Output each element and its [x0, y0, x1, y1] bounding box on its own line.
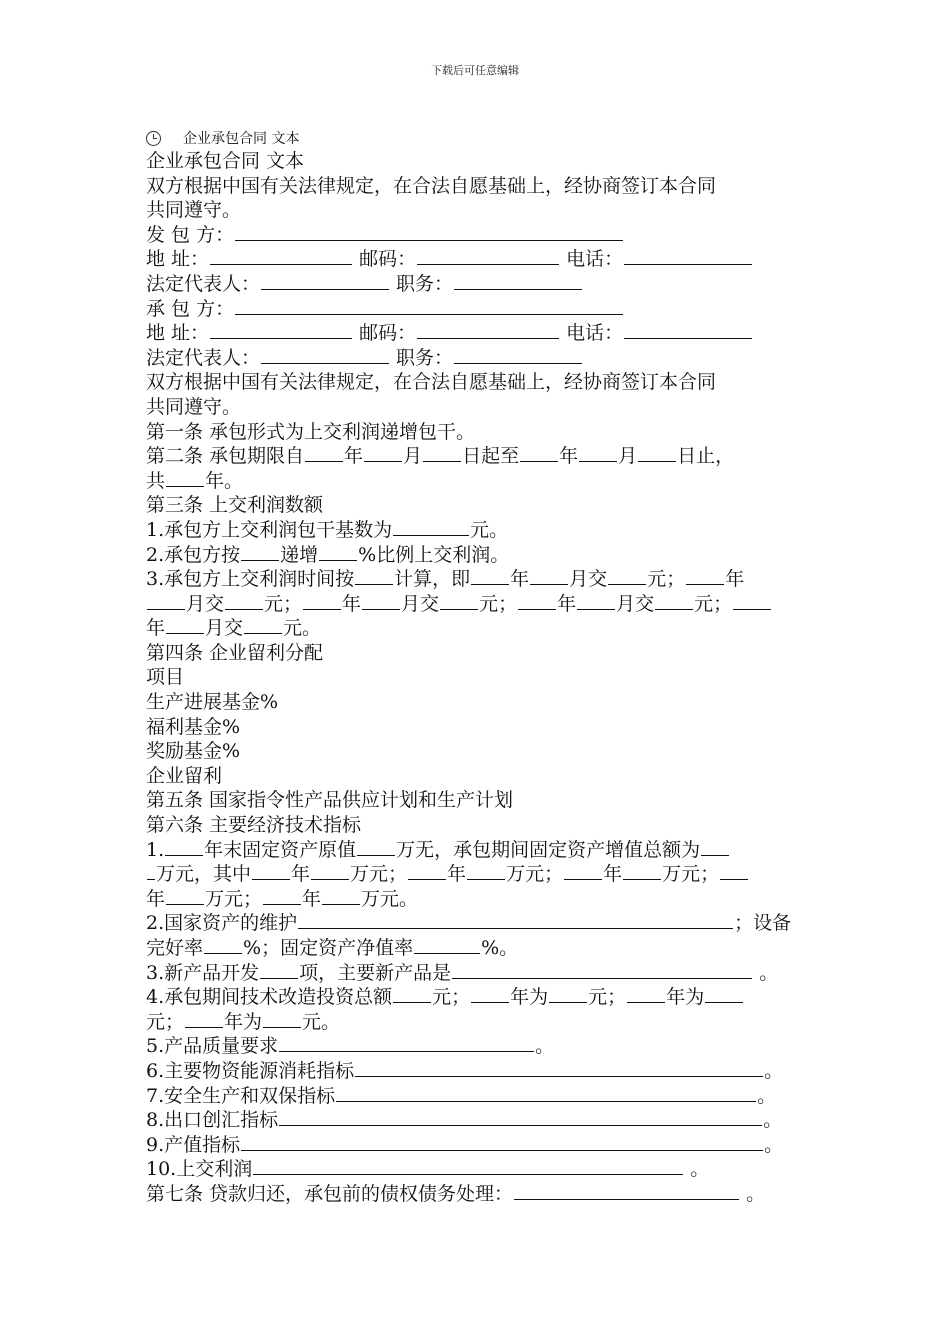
contract-line	[146, 395, 811, 420]
blank-field	[235, 298, 623, 315]
line-text: 元；	[647, 568, 686, 591]
contract-line	[146, 567, 811, 592]
blank-field	[720, 863, 748, 880]
blank-field	[627, 986, 665, 1003]
blank-field	[520, 445, 558, 462]
blank-field	[261, 347, 389, 364]
blank-field	[414, 937, 480, 954]
line-text: 年为	[666, 986, 705, 1009]
line-text: 。	[535, 1035, 555, 1058]
line-text: %；固定资产净值率	[243, 937, 414, 959]
line-text: 地 址：	[146, 248, 210, 271]
line-text: 万元。	[361, 887, 419, 910]
line-text: 年	[302, 887, 322, 910]
contract-line	[146, 1059, 811, 1084]
blank-field	[514, 1183, 739, 1200]
line-text: 双方根据中国有关法律规定，在合法自愿基础上，经协商签订本合同	[146, 371, 717, 394]
line-text: 法定代表人：	[146, 272, 261, 295]
line-text: 年为	[510, 986, 549, 1009]
line-text: 承 包 方：	[146, 297, 235, 320]
contract-line	[146, 149, 811, 174]
blank-field	[298, 912, 733, 929]
line-text: 月交	[616, 592, 655, 615]
blank-field	[623, 863, 661, 880]
line-text: 年	[603, 863, 623, 886]
blank-field	[253, 1158, 683, 1175]
line-text: 。	[684, 1158, 710, 1181]
line-text: 4.承包期间技术改造投资总额	[146, 986, 393, 1009]
blank-field	[204, 937, 242, 954]
line-text: 递增	[280, 543, 319, 566]
line-text: 职务：	[390, 346, 454, 369]
line-text: 年	[146, 887, 166, 910]
line-text: 共同遵守。	[146, 395, 242, 418]
blank-field	[185, 1011, 223, 1028]
line-text: 万元；	[506, 863, 564, 886]
blank-field	[393, 986, 431, 1003]
line-text: 6.主要物资能源消耗指标	[146, 1059, 355, 1082]
blank-field	[311, 863, 349, 880]
blank-field	[235, 224, 623, 241]
blank-field	[260, 962, 298, 979]
contract-line	[146, 469, 811, 494]
line-text: %。	[481, 937, 519, 959]
line-text: 年	[146, 617, 166, 640]
blank-field	[210, 248, 352, 265]
blank-field	[252, 863, 290, 880]
blank-field	[165, 839, 203, 856]
document-body	[146, 149, 811, 1207]
line-text: 月	[618, 445, 638, 468]
blank-field	[279, 1035, 534, 1052]
line-text: 日起至	[462, 445, 520, 468]
blank-field	[467, 863, 505, 880]
contract-line	[146, 715, 811, 740]
line-text: 元；	[588, 986, 627, 1009]
line-text: 共	[146, 469, 166, 492]
line-text: 福利基金%	[146, 715, 241, 738]
line-text: 元；	[432, 986, 471, 1009]
line-text: 第七条 贷款归还，承包前的债权债务处理：	[146, 1182, 514, 1205]
line-text: 日止，	[677, 445, 735, 468]
blank-field	[408, 863, 446, 880]
blank-field	[322, 888, 360, 905]
line-text: 2.国家资产的维护	[146, 912, 298, 935]
line-text: 5.产品质量要求	[146, 1035, 279, 1058]
contract-line	[146, 1182, 811, 1207]
contract-line	[146, 665, 811, 690]
line-text: 年	[557, 592, 577, 615]
contract-line	[146, 444, 811, 469]
blank-field	[423, 445, 461, 462]
contract-line	[146, 739, 811, 764]
line-text: 第六条 主要经济技术指标	[146, 814, 362, 837]
contract-line	[146, 788, 811, 813]
line-text: 项目	[146, 666, 185, 689]
line-text: 电话：	[560, 248, 624, 271]
blank-field	[355, 568, 393, 585]
line-text: 第三条 上交利润数额	[146, 494, 324, 517]
contract-line	[146, 838, 811, 863]
line-text: 职务：	[390, 272, 454, 295]
contract-line	[146, 420, 811, 445]
line-text: 元。	[302, 1010, 341, 1033]
blank-field	[357, 839, 395, 856]
contract-line	[146, 690, 811, 715]
contract-line	[146, 272, 811, 297]
contract-line	[146, 198, 811, 223]
line-text: 元。	[283, 617, 322, 640]
line-text: %比例上交利润。	[358, 543, 510, 566]
line-text: 发 包 方：	[146, 223, 235, 246]
blank-field	[686, 568, 724, 585]
line-text: 企业承包合同 文本	[146, 150, 305, 172]
line-text: 年	[291, 863, 311, 886]
line-text: 共同遵守。	[146, 199, 242, 222]
blank-field	[364, 445, 402, 462]
blank-field	[417, 248, 559, 265]
blank-field	[305, 445, 343, 462]
line-text: 年	[344, 445, 364, 468]
contract-line	[146, 1157, 811, 1182]
blank-field	[166, 617, 204, 634]
blank-field	[303, 593, 341, 610]
blank-field	[393, 519, 469, 536]
contract-line	[146, 616, 811, 641]
blank-field	[655, 593, 693, 610]
blank-field	[579, 445, 617, 462]
line-text: 完好率	[146, 937, 204, 959]
contract-line	[146, 297, 811, 322]
line-text: 年为	[224, 1010, 263, 1033]
line-text: 。	[764, 1059, 784, 1082]
contract-line	[146, 518, 811, 543]
blank-field	[241, 544, 279, 561]
contract-line	[146, 764, 811, 789]
line-text: 年	[447, 863, 467, 886]
line-text: 元；	[264, 592, 303, 615]
contract-line	[146, 641, 811, 666]
line-text: 双方根据中国有关法律规定，在合法自愿基础上，经协商签订本合同	[146, 174, 717, 197]
line-text: 万无，承包期间固定资产增值总额为	[396, 838, 701, 861]
contract-line	[146, 1084, 811, 1109]
line-text: 地 址：	[146, 322, 210, 345]
blank-field	[701, 839, 729, 856]
blank-field	[564, 863, 602, 880]
line-text: 万元，其中	[156, 863, 252, 886]
blank-field	[624, 322, 752, 339]
line-text: 元；	[694, 592, 733, 615]
line-text: 月交	[401, 592, 440, 615]
line-text: 1.承包方上交利润包干基数为	[146, 518, 393, 541]
blank-field	[454, 273, 582, 290]
contract-line	[146, 1133, 811, 1158]
blank-field	[319, 544, 357, 561]
line-text: 元；	[479, 592, 518, 615]
contract-line	[146, 813, 811, 838]
line-text: 奖励基金%	[146, 740, 241, 763]
line-text: 年	[342, 592, 362, 615]
blank-field	[263, 1011, 301, 1028]
line-text: 年。	[205, 469, 244, 492]
contract-line	[146, 592, 811, 617]
blank-field	[147, 863, 155, 880]
line-text: 第二条 承包期限自	[146, 445, 305, 468]
page-header: 下载后可任意编辑	[431, 64, 519, 77]
contract-line	[146, 370, 811, 395]
line-text: 月	[403, 445, 423, 468]
contract-line	[146, 493, 811, 518]
line-text: ；设备	[734, 912, 792, 935]
line-text: 10.上交利润	[146, 1158, 253, 1181]
line-text: 项，主要新产品是	[299, 961, 452, 984]
blank-field	[471, 986, 509, 1003]
line-text: 第五条 国家指令性产品供应计划和生产计划	[146, 789, 514, 812]
line-text: 9.产值指标	[146, 1133, 241, 1156]
contract-line	[146, 223, 811, 248]
blank-field	[166, 888, 204, 905]
blank-field	[279, 1109, 762, 1126]
line-text: 邮码：	[353, 248, 417, 271]
line-text: 电话：	[560, 322, 624, 345]
blank-field	[518, 593, 556, 610]
contract-line	[146, 1108, 811, 1133]
line-text: 万元；	[662, 863, 720, 886]
doc-title-row	[146, 128, 299, 148]
contract-line	[146, 247, 811, 272]
blank-field	[608, 568, 646, 585]
contract-line	[146, 1034, 811, 1059]
blank-field	[263, 888, 301, 905]
blank-field	[624, 248, 752, 265]
line-text: 3.承包方上交利润时间按	[146, 568, 355, 591]
line-text: 邮码：	[353, 322, 417, 345]
line-text: 企业留利	[146, 764, 223, 787]
blank-field	[147, 593, 185, 610]
contract-line	[146, 862, 811, 887]
blank-field	[244, 617, 282, 634]
blank-field	[210, 322, 352, 339]
line-text: 年	[510, 568, 530, 591]
line-text: 生产进展基金%	[146, 691, 279, 714]
line-text: 。	[740, 1182, 766, 1205]
blank-field	[225, 593, 263, 610]
line-text: 年末固定资产原值	[204, 838, 357, 861]
contract-line	[146, 911, 811, 936]
blank-field	[733, 593, 771, 610]
blank-field	[638, 445, 676, 462]
blank-field	[355, 1060, 763, 1077]
blank-field	[336, 1085, 756, 1102]
contract-line	[146, 1010, 811, 1035]
blank-field	[417, 322, 559, 339]
line-text: 。	[753, 961, 779, 984]
line-text: 。	[757, 1084, 777, 1107]
blank-field	[166, 470, 204, 487]
line-text: 2.承包方按	[146, 543, 241, 566]
blank-field	[549, 986, 587, 1003]
line-text: 法定代表人：	[146, 346, 261, 369]
contract-line	[146, 961, 811, 986]
line-text: 月交	[205, 617, 244, 640]
blank-field	[440, 593, 478, 610]
line-text: 万元；	[205, 887, 263, 910]
blank-field	[705, 986, 743, 1003]
line-text: 。	[763, 1109, 783, 1132]
contract-line	[146, 936, 811, 961]
blank-field	[261, 273, 389, 290]
line-text: 1.	[146, 838, 165, 861]
clock-icon	[146, 131, 161, 146]
line-text: 年	[725, 568, 745, 591]
line-text: 月交	[569, 568, 608, 591]
doc-title-small: 企业承包合同 文本	[183, 131, 300, 147]
line-text: 第一条 承包形式为上交利润递增包干。	[146, 420, 476, 443]
line-text: 元。	[470, 518, 509, 541]
line-text: 计算，即	[394, 568, 471, 591]
contract-line	[146, 543, 811, 568]
blank-field	[452, 962, 752, 979]
line-text: 7.安全生产和双保指标	[146, 1084, 336, 1107]
line-text: 年	[559, 445, 579, 468]
line-text: 万元；	[350, 863, 408, 886]
blank-field	[241, 1134, 763, 1151]
contract-line	[146, 174, 811, 199]
line-text: 8.出口创汇指标	[146, 1109, 279, 1132]
line-text: 。	[764, 1133, 784, 1156]
blank-field	[362, 593, 400, 610]
contract-line	[146, 985, 811, 1010]
contract-line	[146, 346, 811, 371]
blank-field	[530, 568, 568, 585]
blank-field	[471, 568, 509, 585]
line-text: 元；	[146, 1010, 185, 1033]
contract-line	[146, 887, 811, 912]
line-text: 月交	[186, 592, 225, 615]
contract-line	[146, 321, 811, 346]
line-text: 第四条 企业留利分配	[146, 641, 324, 664]
blank-field	[454, 347, 582, 364]
line-text: 3.新产品开发	[146, 961, 260, 984]
blank-field	[577, 593, 615, 610]
